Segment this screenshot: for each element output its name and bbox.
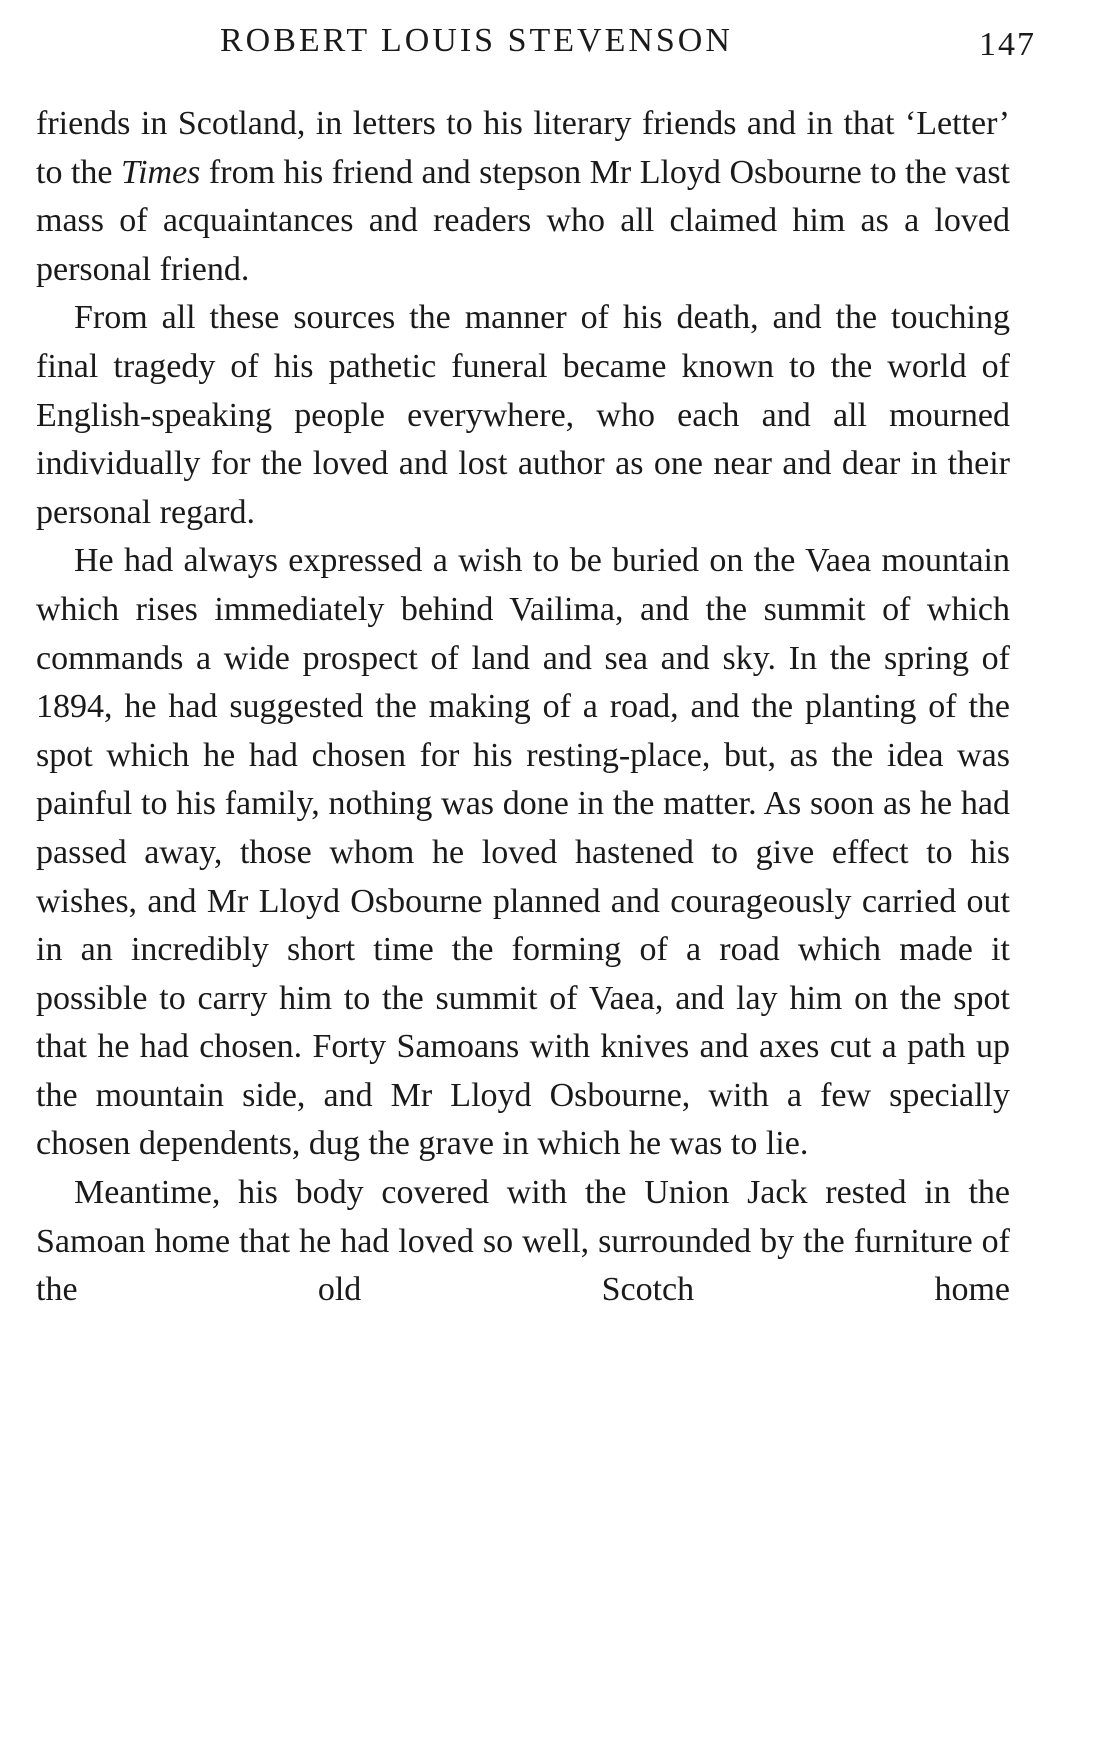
running-title: ROBERT LOUIS STEVENSON — [220, 22, 733, 59]
paragraph-4: Meantime, his body covered with the Union Jack rested in the Samoan home that he had loved so well, surrounded by the furniture of the old Scotch home — [36, 1174, 1010, 1309]
times-newspaper-title: Times — [121, 153, 201, 191]
paragraph-3: He had always expressed a wish to be buried on the Vaea mountain which rises immediately behind Vailima, and the summit of which commands a wide prospect of land and sea and sky. In the spring of 1894, he had suggested the making of a road, and the planting of the spot which he had chosen for his resting-place, but, as the idea was painful to his family, nothing was done in the matter. As soon as he had passed away, those whom he loved hastened to give effect to his wishes, and Mr Lloyd Osbourne planned and courageously carried out in an incredibly short time the forming of a road which made it possible to carry him to the summit of Vaea, and lay him on the spot that he had chosen. Forty Samoans with knives and axes cut a path up the mountain side, and Mr Lloyd Osbourne, with a few specially chosen dependents, dug the grave in which he was to lie. — [36, 542, 1010, 1163]
paragraph-1-text-start: friends in Scotland, in letters to his literary friends and in that ‘Letter’ to the — [36, 105, 1010, 191]
paragraph-1 — [36, 100, 1010, 294]
body-text — [36, 100, 1010, 1315]
paragraph-2: From all these sources the manner of his death, and the touching final tragedy of his pathetic funeral became known to the world of English-speaking people everywhere, who each and all mourned individually for the loved and lost author as one near and dear in their personal regard. — [36, 299, 1010, 531]
paragraph-1-text-end: from his friend and stepson Mr Lloyd Osbourne to the vast mass of acquaintances and readers who all claimed him as a loved personal friend. — [36, 153, 1010, 288]
page-number: 147 — [979, 26, 1036, 63]
running-head — [36, 22, 1040, 70]
